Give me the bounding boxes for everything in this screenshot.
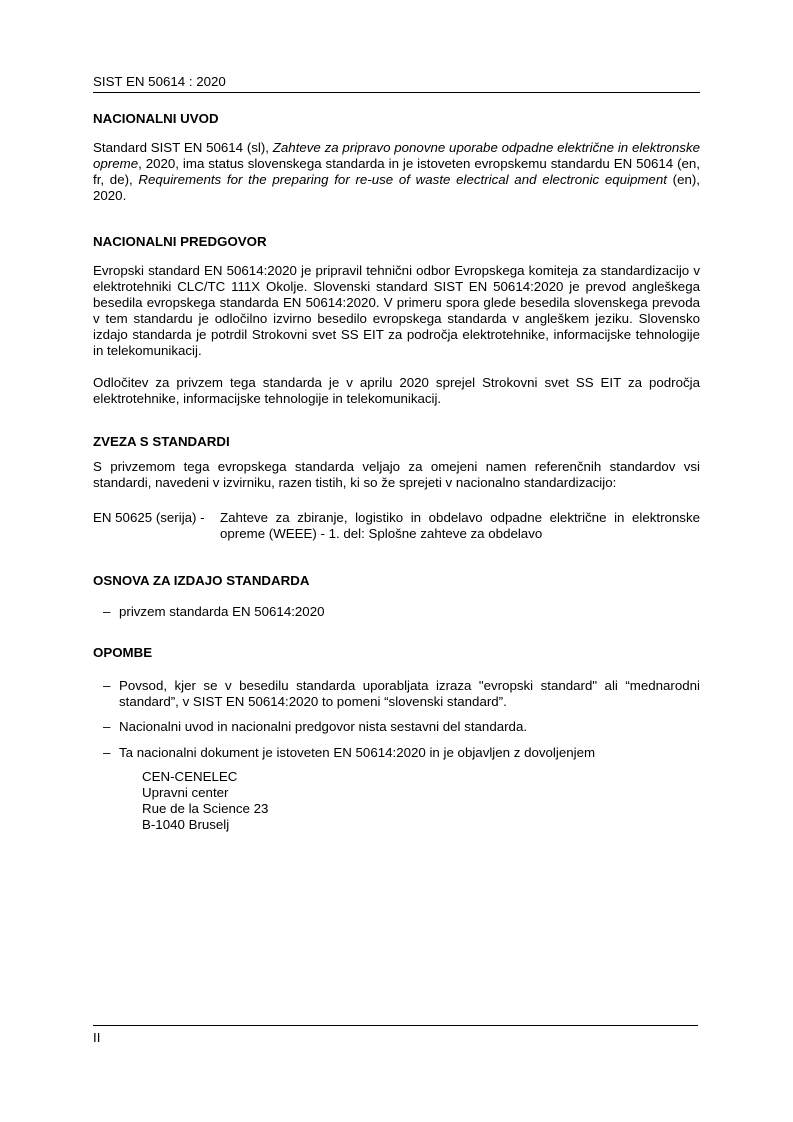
dash-bullet-icon: – bbox=[103, 678, 111, 693]
standard-reference-row bbox=[93, 510, 700, 542]
publisher-address-block bbox=[93, 769, 700, 833]
basis-item-text: privzem standarda EN 50614:2020 bbox=[119, 604, 325, 619]
page-footer bbox=[93, 1025, 698, 1046]
document-reference: SIST EN 50614 : 2020 bbox=[93, 74, 226, 89]
section-title-nacionalni-predgovor: NACIONALNI PREDGOVOR bbox=[93, 234, 267, 249]
standard-reference-description: Zahteve za zbiranje, logistiko in obdelavo odpadne električne in elektronske opreme (WEEE) - 1. del: Splošne zahteve za obdelavo bbox=[220, 510, 700, 541]
note-list-item bbox=[93, 745, 700, 761]
section-title-osnova-za-izdajo: OSNOVA ZA IZDAJO STANDARDA bbox=[93, 573, 310, 588]
intro-segment-1: Standard SIST EN 50614 (sl), bbox=[93, 140, 273, 155]
dash-bullet-icon: – bbox=[103, 604, 111, 619]
standard-reference-code: EN 50625 (serija) - bbox=[93, 510, 205, 525]
foreword-paragraph-2: Odločitev za privzem tega standarda je v aprilu 2020 sprejel Strokovni svet SS EIT za področja elektrotehnike, informacijske tehnologije in telekomunikacij. bbox=[93, 375, 700, 406]
page-content bbox=[93, 0, 700, 833]
note-item-text: Nacionalni uvod in nacionalni predgovor nista sestavni del standarda. bbox=[119, 719, 528, 734]
note-item-text: Povsod, kjer se v besedilu standarda uporabljata izraza "evropski standard" ali “mednarodni standard”, v SIST EN 50614:2020 to pomeni “slovenski standard”. bbox=[119, 678, 700, 709]
standard-title-slovenian: Zahteve za pripravo ponovne uporabe odpadne električne in elektronske opreme bbox=[93, 140, 700, 171]
intro-segment-3: , 2020, ima status slovenskega standarda in je istoveten evropskemu standardu EN 50614 (en, fr, de), bbox=[93, 156, 700, 187]
address-line: Upravni center bbox=[142, 785, 229, 800]
note-list-item bbox=[93, 678, 700, 710]
section-title-opombe: OPOMBE bbox=[93, 645, 153, 660]
address-line: CEN-CENELEC bbox=[142, 769, 238, 784]
note-list-item bbox=[93, 719, 700, 735]
section-title-zveza-s-standardi: ZVEZA S STANDARDI bbox=[93, 434, 230, 449]
national-intro-paragraph bbox=[93, 140, 700, 204]
related-standards-paragraph: S privzemom tega evropskega standarda veljajo za omejeni namen referenčnih standardov vsi standardi, navedeni v izvirniku, razen tistih, ki so že sprejeti v nacionalno standardizacijo: bbox=[93, 459, 700, 490]
address-line: B-1040 Bruselj bbox=[142, 817, 230, 832]
foreword-paragraph-1: Evropski standard EN 50614:2020 je pripravil tehnični odbor Evropskega komiteja za standardizacijo v elektrotehniki CLC/TC 111X Okolje. Slovenski standard SIST EN 50614:2020 je prevod angleškega besedila evropskega standarda EN 50614:2020. V primeru spora glede besedila slovenskega prevoda v tem standardu je odločilno izvirno besedilo evropskega standarda v angleškem jeziku. Slovensko izdajo standarda je potrdil Strokovni svet SS EIT za področja elektrotehnike, informacijske tehnologije in telekomunikacij. bbox=[93, 263, 700, 358]
dash-bullet-icon: – bbox=[103, 719, 111, 734]
address-line: Rue de la Science 23 bbox=[142, 801, 269, 816]
section-title-nacionalni-uvod: NACIONALNI UVOD bbox=[93, 111, 219, 126]
basis-list-item bbox=[93, 604, 700, 620]
document-header bbox=[93, 74, 700, 93]
note-item-text: Ta nacionalni dokument je istoveten EN 50614:2020 in je objavljen z dovoljenjem bbox=[119, 745, 596, 760]
page-number: II bbox=[93, 1030, 101, 1045]
intro-segment-5: (en), 2020. bbox=[93, 172, 700, 203]
dash-bullet-icon: – bbox=[103, 745, 111, 760]
standard-title-english: Requirements for the preparing for re-use of waste electrical and electronic equipment bbox=[138, 172, 667, 187]
